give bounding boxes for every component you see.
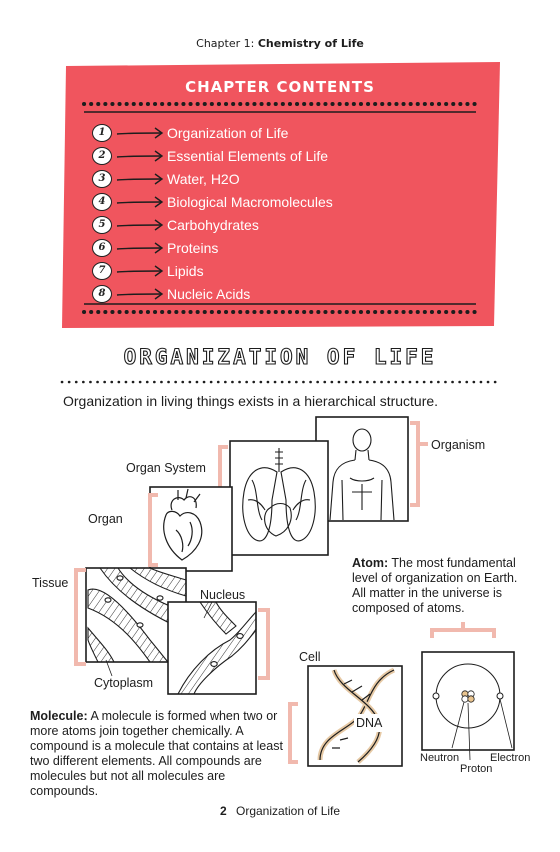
toc-item-label: Nucleic Acids — [167, 285, 251, 302]
toc-number-badge: 1 — [92, 124, 112, 142]
chapter-prefix: Chapter 1: — [196, 37, 255, 50]
atom-text: The most fundamental level of organization on Earth. All matter in the universe is composed of atoms. — [352, 556, 518, 615]
toc-item-label: Lipids — [167, 262, 204, 279]
toc-number-badge: 6 — [92, 239, 112, 257]
label-cell: Cell — [299, 650, 321, 664]
intro-text: Organization in living things exists in a hierarchical structure. — [63, 393, 439, 409]
toc-number-badge: 2 — [92, 147, 112, 165]
toc-item-label: Biological Macromolecules — [167, 193, 333, 210]
page-number: 2 — [219, 804, 227, 818]
contents-title: CHAPTER CONTENTS — [185, 78, 375, 96]
label-cytoplasm: Cytoplasm — [94, 676, 154, 690]
label-neutron: Neutron — [420, 752, 460, 764]
dna-panel — [290, 666, 402, 766]
toc-number-badge: 7 — [92, 262, 112, 280]
toc-item-label: Organization of Life — [167, 124, 289, 141]
label-nucleus: Nucleus — [200, 588, 246, 602]
toc-item-label: Essential Elements of Life — [167, 147, 329, 164]
molecule-term: Molecule: — [30, 709, 88, 723]
section-title: ORGANIZATION OF LIFE — [123, 345, 437, 369]
label-dna: DNA — [356, 716, 383, 730]
atom-term: Atom: — [352, 556, 389, 570]
label-organ: Organ — [88, 512, 123, 526]
organism-panel — [316, 417, 428, 521]
toc-number-badge: 3 — [92, 170, 112, 188]
atom-panel — [422, 622, 514, 760]
footer-title: Organization of Life — [235, 804, 341, 818]
toc-item-label: Proteins — [167, 239, 219, 256]
toc-item-label: Water, H2O — [167, 170, 240, 187]
cell-panel — [168, 602, 268, 694]
label-organ-system: Organ System — [126, 461, 206, 475]
organ-panel — [150, 487, 232, 571]
atom-definition — [352, 556, 532, 616]
molecule-text: A molecule is formed when two or more atoms join together chemically. A compound is a molecule that contains at least two different elements. All compounds are molecules but not all molecules are compounds. — [30, 709, 283, 798]
label-organism: Organism — [431, 438, 486, 452]
chapter-title: Chemistry of Life — [257, 37, 364, 50]
toc-number-badge: 5 — [92, 216, 112, 234]
label-electron: Electron — [490, 752, 531, 764]
page-footer — [0, 804, 560, 818]
label-tissue: Tissue — [32, 576, 69, 590]
toc-number-badge: 8 — [92, 285, 112, 303]
toc-item-label: Carbohydrates — [167, 216, 259, 233]
organ-system-panel — [220, 441, 328, 555]
label-proton: Proton — [460, 763, 493, 775]
molecule-definition — [30, 709, 292, 799]
toc-number-badge: 4 — [92, 193, 112, 211]
